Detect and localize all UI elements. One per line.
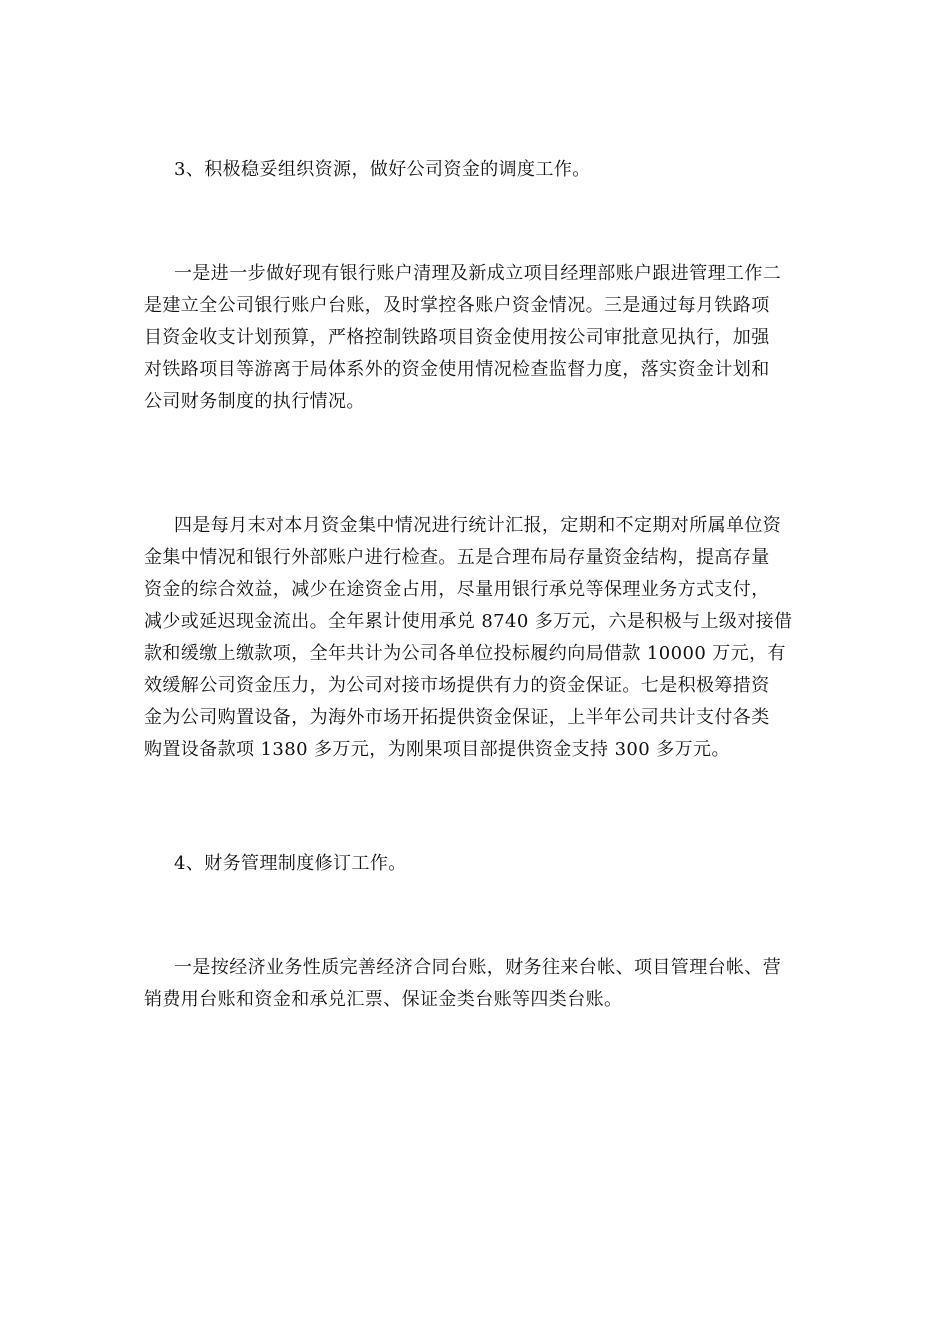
paragraph-line: 一是进一步做好现有银行账户清理及新成立项目经理部账户跟进管理工作二 — [174, 263, 782, 284]
paragraph-line: 金集中情况和银行外部账户进行检查。五是合理布局存量资金结构，提高存量 — [144, 547, 770, 568]
paragraph-line: 减少或延迟现金流出。全年累计使用承兑 8740 多万元，六是积极与上级对接借 — [144, 611, 793, 632]
paragraph-account-management — [144, 258, 806, 418]
paragraph-line: 公司财务制度的执行情况。 — [144, 391, 365, 412]
paragraph-ledgers — [144, 952, 806, 1016]
paragraph-line: 目资金收支计划预算，严格控制铁路项目资金使用按公司审批意见执行，加强 — [144, 327, 770, 348]
paragraph-line: 一是按经济业务性质完善经济合同台账，财务往来台帐、项目管理台帐、营 — [174, 957, 782, 978]
paragraph-line: 资金的综合效益，减少在途资金占用，尽量用银行承兑等保理业务方式支付， — [144, 579, 770, 600]
paragraph-line: 款和缓缴上缴款项，全年共计为公司各单位投标履约向局借款 10000 万元，有 — [144, 643, 786, 664]
paragraph-fund-concentration — [144, 510, 806, 766]
paragraph-line: 购置设备款项 1380 多万元，为刚果项目部提供资金支持 300 多万元。 — [144, 739, 730, 760]
paragraph-line: 对铁路项目等游离于局体系外的资金使用情况检查监督力度，落实资金计划和 — [144, 359, 770, 380]
section-heading-3 — [144, 154, 806, 186]
paragraph-line: 是建立全公司银行账户台账，及时掌控各账户资金情况。三是通过每月铁路项 — [144, 295, 770, 316]
heading-line: 4、财务管理制度修订工作。 — [174, 853, 407, 874]
paragraph-line: 四是每月末对本月资金集中情况进行统计汇报，定期和不定期对所属单位资 — [174, 515, 782, 536]
heading-line: 3、积极稳妥组织资源，做好公司资金的调度工作。 — [174, 159, 591, 180]
paragraph-line: 效缓解公司资金压力，为公司对接市场提供有力的资金保证。七是积极筹措资 — [144, 675, 770, 696]
paragraph-line: 销费用台账和资金和承兑汇票、保证金类台账等四类台账。 — [144, 989, 623, 1010]
paragraph-line: 金为公司购置设备，为海外市场开拓提供资金保证，上半年公司共计支付各类 — [144, 707, 770, 728]
section-heading-4 — [144, 848, 806, 880]
